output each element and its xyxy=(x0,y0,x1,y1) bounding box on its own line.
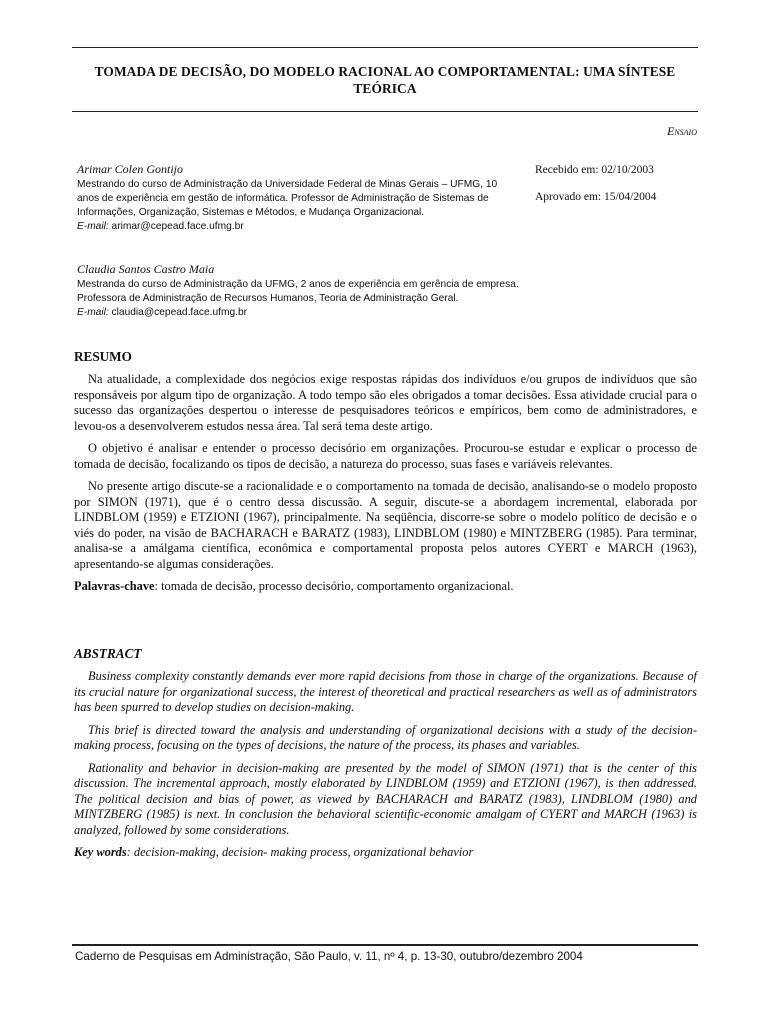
abstract-body xyxy=(74,669,697,861)
author-affiliation-text: Mestranda do curso de Administração da UFMG, 2 anos de experiência em gerência de empresa. Professora de Administração de Recursos Humanos, Teoria de Administração Geral. xyxy=(77,278,519,304)
email-label: E-mail: xyxy=(77,221,109,233)
received-date: Recebido em: 02/10/2003 xyxy=(535,164,654,176)
abstract-heading: ABSTRACT xyxy=(74,646,142,661)
article-title: TOMADA DE DECISÃO, DO MODELO RACIONAL AO COMPORTAMENTAL: UMA SÍNTESE TEÓRICA xyxy=(94,64,676,96)
author-affiliation-text: Mestrando do curso de Administração da Universidade Federal de Minas Gerais – UFMG, 10 anos de experiência em gestão de informática. Professor de Administração de Sistemas de Informações, Organização, Sistemas e Métodos, e Mudança Organizacional. xyxy=(77,178,498,219)
approved-date: Aprovado em: 15/04/2004 xyxy=(535,191,657,203)
keywords-text: : tomada de decisão, processo decisório, comportamento organizacional. xyxy=(154,579,514,593)
author-email[interactable]: claudia@cepead.face.ufmg.br xyxy=(111,307,248,319)
resumo-body xyxy=(74,372,697,595)
keywords-label: Palavras-chave xyxy=(74,579,155,593)
resumo-paragraph: No presente artigo discute-se a racionalidade e o comportamento na tomada de decisão, analisando-se o modelo proposto por SIMON (1971), que é o centro dessa discussão. A seguir, discute-se a abordagem incremental, elaborada por LINDBLOM (1959) e ETZIONI (1967), principalmente. Na seqüência, discorre-se sobre o modelo político de decisão e o viés do poder, na visão de BACHARACH e BARATZ (1983), LINDBLOM (1980) e MINTZBERG (1985). Para terminar, analisa-se a amálgama científica, econômica e comportamental proposta pelos autores CYERT e MARCH (1963), apresentando-se algumas considerações. xyxy=(74,479,697,571)
author-email[interactable]: arimar@cepead.face.ufmg.br xyxy=(111,221,244,233)
author-name: Claudia Santos Castro Maia xyxy=(77,262,215,276)
journal-citation-footer: Caderno de Pesquisas em Administração, São Paulo, v. 11, nº 4, p. 13-30, outubro/dezembro 2004 xyxy=(75,950,583,963)
keywords-line xyxy=(74,579,697,595)
keywords-text-en: : decision-making, decision- making process, organizational behavior xyxy=(126,845,474,859)
author-block-2 xyxy=(77,262,522,320)
author-affiliation xyxy=(77,278,522,321)
author-affiliation xyxy=(77,178,522,235)
section-type-label: Ensaio xyxy=(666,124,697,138)
abstract-paragraph: Business complexity constantly demands ever more rapid decisions from those in charge of the organizations. Because of its crucial nature for organizational success, the interest of theoretical and practical researchers as well as of administrators has been spurred to develop studies on decision-making. xyxy=(74,669,697,714)
resumo-paragraph: Na atualidade, a complexidade dos negócios exige respostas rápidas dos indivíduos e/ou grupos de indivíduos que são responsáveis por algum tipo de organização. A todo tempo são eles obrigados a tomar decisões. Essa atividade crucial para o sucesso das organizações despertou o interesse de pesquisadores teóricos e empíricos, bem como de administradores, e levou-os a desenvolverem estudos nessa área. Tal será tema deste artigo. xyxy=(74,372,697,433)
footer-rule xyxy=(72,944,698,946)
title-rule xyxy=(72,111,698,112)
email-label: E-mail: xyxy=(77,307,109,319)
resumo-paragraph: O objetivo é analisar e entender o processo decisório em organizações. Procurou-se estudar e explicar o processo de tomada de decisão, focalizando os tipos de decisão, a natureza do processo, suas fases e variáveis relevantes. xyxy=(74,441,697,471)
abstract-paragraph: Rationality and behavior in decision-making are presented by the model of SIMON (1971) that is the center of this discussion. The incremental approach, mostly elaborated by LINDBLOM (1959) and ETZIONI (1967), is then addressed. The political decision and bias of power, as viewed by BACHARACH and BARATZ (1983), LINDBLOM (1980) and MINTZBERG (1985) is next. In conclusion the behavioral scientific-economic amalgam of CYERT and MARCH (1963) is analyzed, followed by some considerations. xyxy=(74,760,697,837)
abstract-paragraph: This brief is directed toward the analysis and understanding of organizational decisions with a study of the decision-making process, focusing on the types of decisions, the nature of the process, its phases and variables. xyxy=(74,722,697,752)
keywords-label-en: Key words xyxy=(74,845,127,859)
author-name: Arimar Colen Gontijo xyxy=(77,162,184,176)
top-rule xyxy=(72,47,698,48)
author-block-1 xyxy=(77,162,522,235)
resumo-heading: RESUMO xyxy=(74,349,132,364)
keywords-line-en xyxy=(74,845,697,861)
